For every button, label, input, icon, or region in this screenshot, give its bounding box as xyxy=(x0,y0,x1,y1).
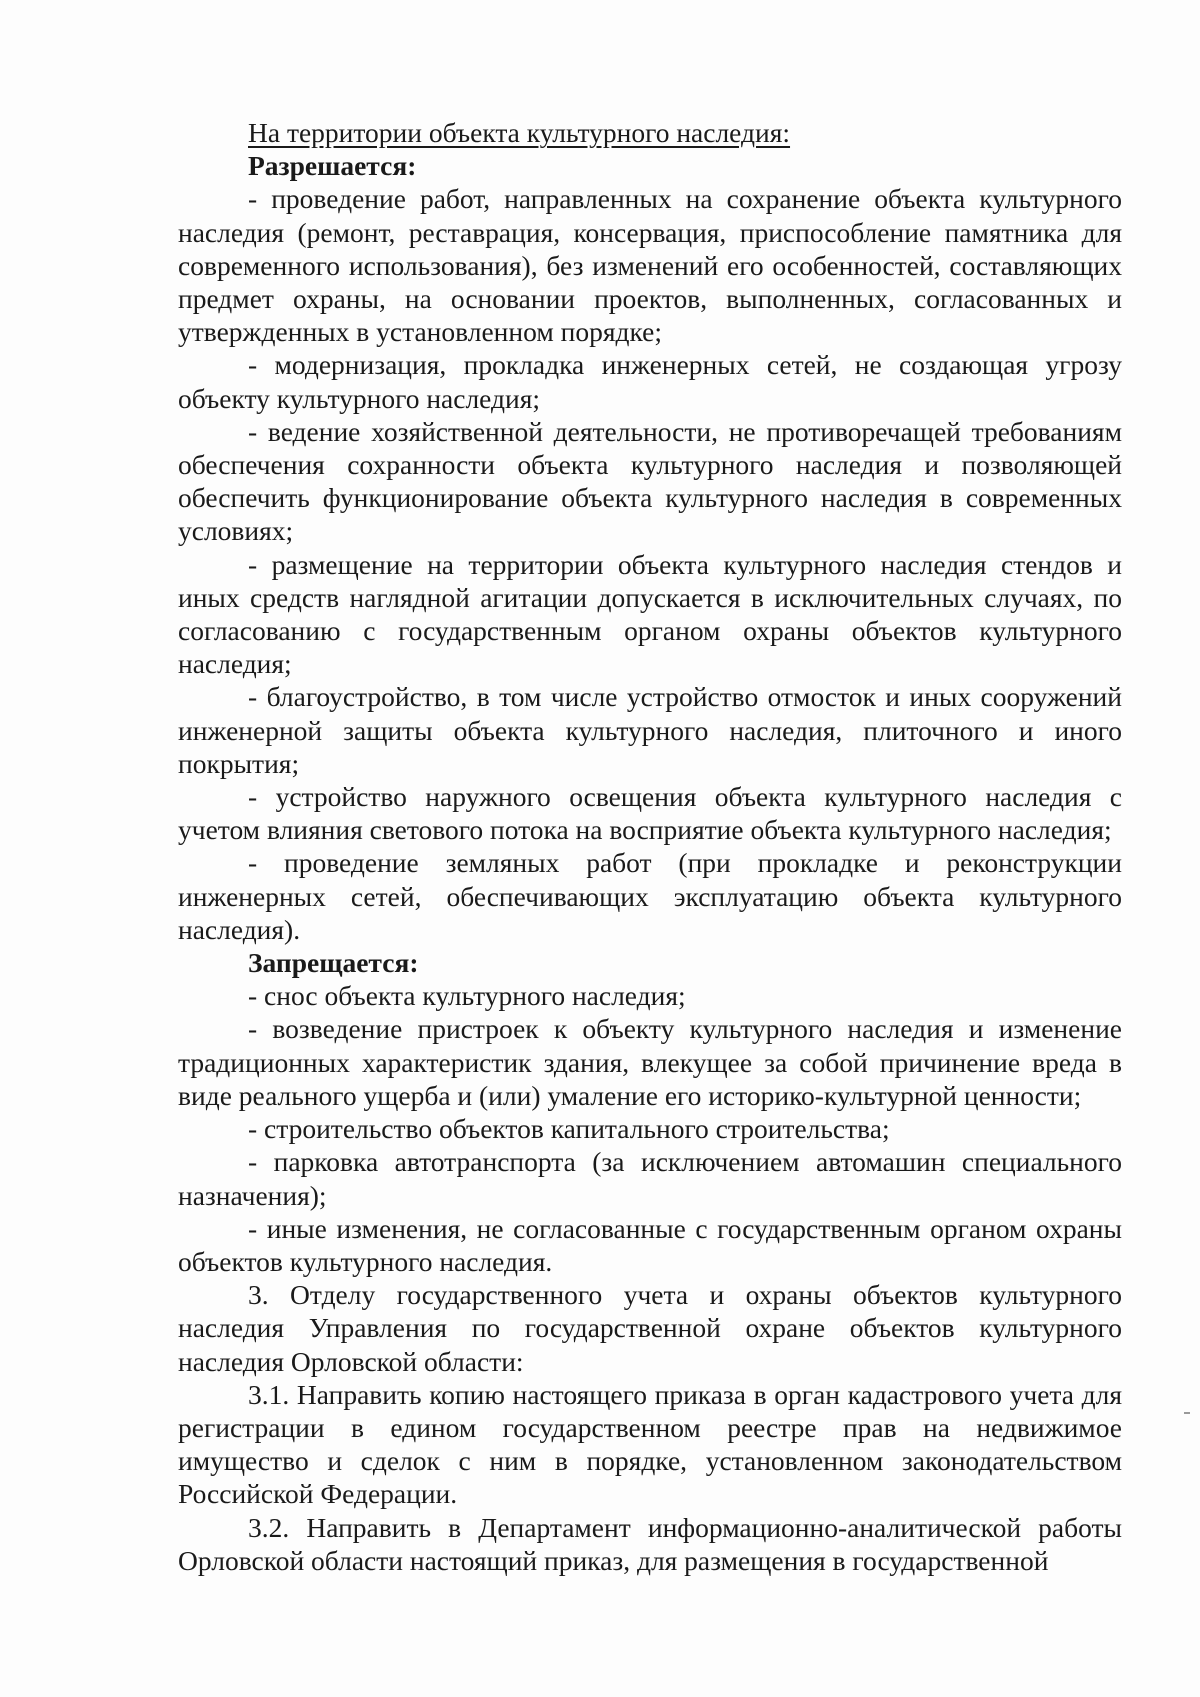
section-title: На территории объекта культурного наследия: xyxy=(248,117,791,148)
allowed-item: - размещение на территории объекта культурного наследия стендов и иных средств наглядной агитации допускается в исключительных случаях, по согласованию с государственным органом охраны объектов культурного наследия; xyxy=(178,548,1122,680)
forbidden-heading: Запрещается: xyxy=(248,947,419,979)
document-body xyxy=(178,116,1122,1577)
clause-3-2: 3.2. Направить в Департамент информационно-аналитической работы Орловской области настоящий приказ, для размещения в государственной xyxy=(178,1511,1122,1576)
clause-3-1: 3.1. Направить копию настоящего приказа в орган кадастрового учета для регистрации в едином государственном реестре прав на недвижимое имущество и сделок с ним в порядке, установленном законодательством Российской Федерации. xyxy=(178,1378,1122,1510)
forbidden-item: - иные изменения, не согласованные с государственным органом охраны объектов культурного наследия. xyxy=(178,1212,1122,1277)
forbidden-item: - снос объекта культурного наследия; xyxy=(248,980,686,1012)
forbidden-item: - возведение пристроек к объекту культурного наследия и изменение традиционных характеристик здания, влекущее за собой причинение вреда в виде реального ущерба и (или) умаление его историко-культурной ценности; xyxy=(178,1013,1122,1111)
allowed-item: - модернизация, прокладка инженерных сетей, не создающая угрозу объекту культурного наследия; xyxy=(178,349,1122,414)
allowed-item: - устройство наружного освещения объекта культурного наследия с учетом влияния светового потока на восприятие объекта культурного наследия; xyxy=(178,781,1122,846)
forbidden-item: - парковка автотранспорта (за исключением автомашин специального назначения); xyxy=(178,1146,1122,1211)
clause-3: 3. Отделу государственного учета и охраны объектов культурного наследия Управления по государственной охране объектов культурного наследия Орловской области: xyxy=(178,1279,1122,1377)
forbidden-item: - строительство объектов капитального строительства; xyxy=(248,1113,890,1145)
allowed-item: - благоустройство, в том числе устройство отмосток и иных сооружений инженерной защиты объекта культурного наследия, плиточного и иного покрытия; xyxy=(178,681,1122,779)
allowed-item: - ведение хозяйственной деятельности, не противоречащей требованиям обеспечения сохранности объекта культурного наследия и позволяющей обеспечить функционирование объекта культурного наследия в современных условиях; xyxy=(178,415,1122,547)
allowed-item: - проведение работ, направленных на сохранение объекта культурного наследия (ремонт, реставрация, консервация, приспособление памятника для современного использования), без изменений его особенностей, составляющих предмет охраны, на основании проектов, выполненных, согласованных и утвержденных в установленном порядке; xyxy=(178,183,1122,348)
allowed-heading: Разрешается: xyxy=(248,150,417,182)
allowed-item: - проведение земляных работ (при прокладке и реконструкции инженерных сетей, обеспечивающих эксплуатацию объекта культурного наследия). xyxy=(178,847,1122,945)
scan-artifact xyxy=(1184,1412,1190,1414)
